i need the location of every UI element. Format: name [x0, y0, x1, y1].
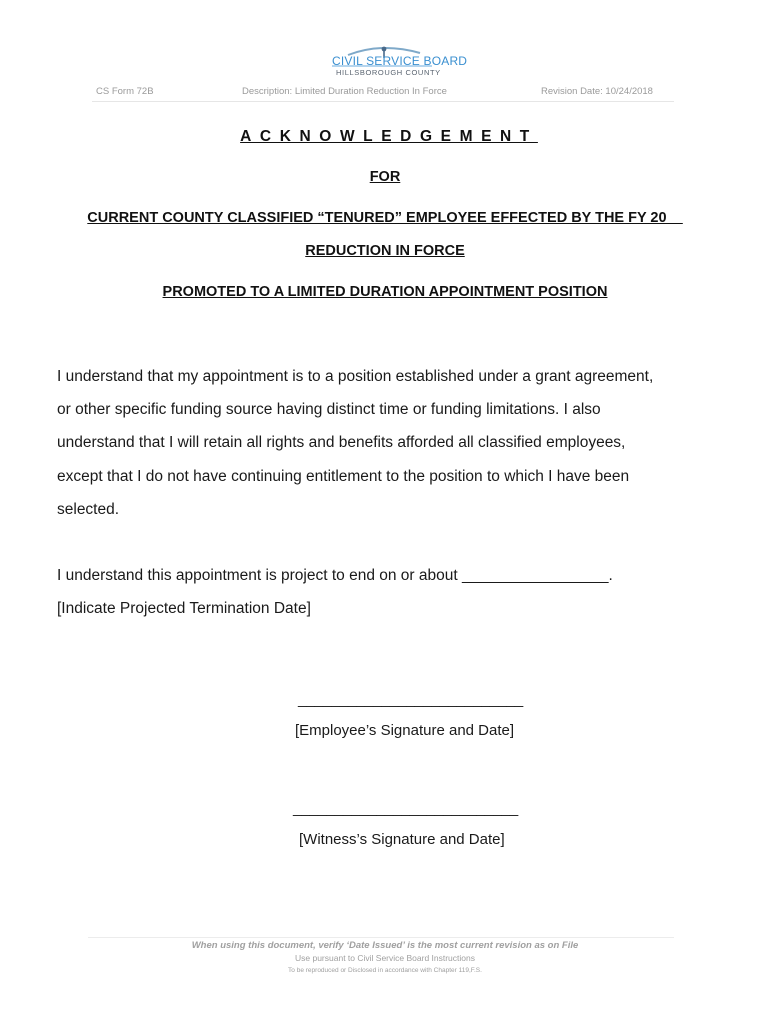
header-divider — [92, 101, 674, 102]
end-date-statement: I understand this appointment is project to end on or about _________________. — [57, 567, 613, 584]
description-value: Limited Duration Reduction In Force — [294, 86, 447, 97]
footer-instructions: Use pursuant to Civil Service Board Instructions — [295, 953, 475, 963]
acknowledgement-heading: ACKNOWLEDGEMENT — [240, 128, 538, 145]
end-date-instruction: [Indicate Projected Termination Date] — [57, 600, 311, 617]
title-line-2: REDUCTION IN FORCE — [305, 243, 465, 259]
body-paragraph-line: I understand that my appointment is to a position established under a grant agreement, — [57, 368, 654, 385]
witness-signature-line: ___________________________ — [293, 800, 519, 817]
logo-wordmark: CIVIL SERVICE BOARD — [332, 54, 468, 68]
form-description — [242, 86, 447, 97]
title-line-3: PROMOTED TO A LIMITED DURATION APPOINTMENT POSITION — [162, 284, 608, 300]
revision-date — [541, 86, 653, 97]
body-paragraph-line: except that I do not have continuing entitlement to the position to which I have been — [57, 468, 630, 485]
witness-signature-label: [Witness’s Signature and Date] — [299, 831, 505, 848]
footer-legal: To be reproduced or Disclosed in accordance with Chapter 119,F.S. — [288, 967, 482, 974]
title-line-1: CURRENT COUNTY CLASSIFIED “TENURED” EMPLOYEE EFFECTED BY THE FY 20__ — [87, 210, 683, 226]
employee-signature-label: [Employee’s Signature and Date] — [295, 722, 515, 739]
revision-value: 10/24/2018 — [605, 86, 653, 97]
body-paragraph-line: or other specific funding source having distinct time or funding limitations. I also — [57, 401, 601, 418]
body-paragraph-line: understand that I will retain all rights and benefits afforded all classified employees, — [57, 434, 626, 451]
footer-verify-note: When using this document, verify ‘Date Issued’ is the most current revision as on File — [191, 940, 579, 951]
for-heading: FOR — [369, 169, 401, 185]
form-number: CS Form 72B — [96, 86, 154, 97]
employee-signature-line: ___________________________ — [298, 691, 524, 708]
document-header — [92, 86, 674, 98]
footer-divider — [88, 937, 674, 938]
revision-label: Revision Date: — [541, 86, 603, 97]
description-label: Description: — [242, 86, 293, 97]
civil-service-board-logo — [320, 44, 468, 78]
logo-subtitle: HILLSBOROUGH COUNTY — [336, 68, 441, 77]
body-paragraph-line: selected. — [57, 501, 120, 518]
